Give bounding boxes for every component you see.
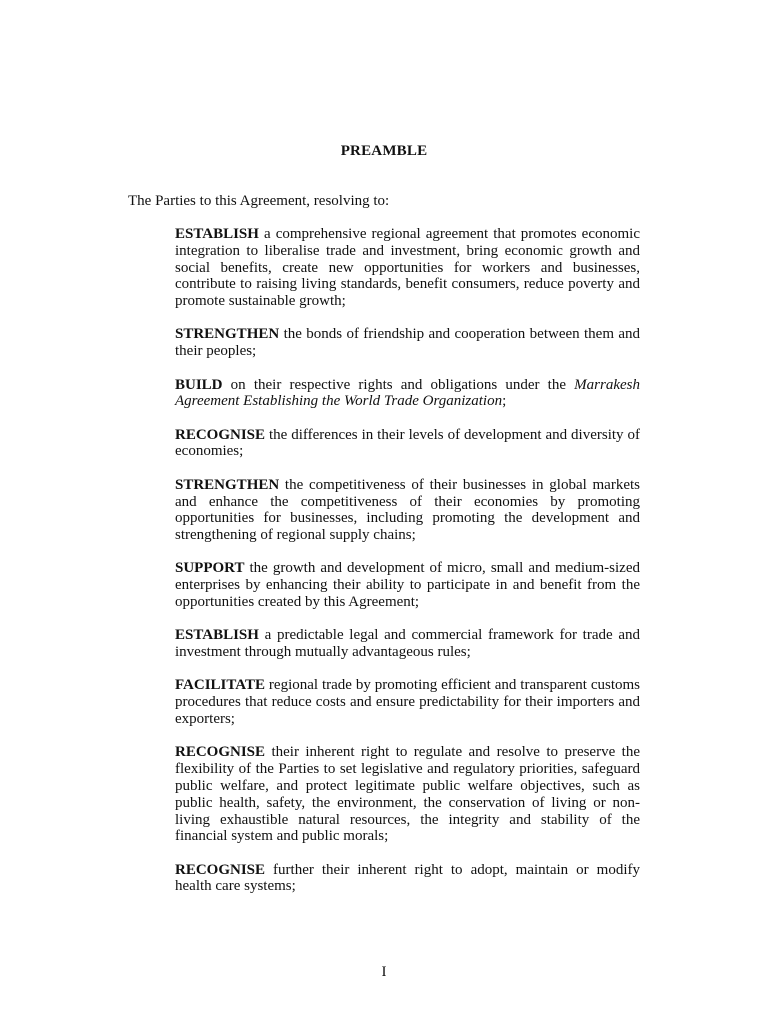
clause-list [175, 226, 640, 912]
clause-establish-agreement [175, 226, 640, 310]
clause-text: the competitiveness of their businesses in global markets and enhance the competitiveness of their economies by promoting opportunities for businesses, including promoting the development and strengthening of regional supply chains; [175, 476, 640, 544]
clause-text: a comprehensive regional agreement that promotes economic integration to liberalise trade and investment, bring economic growth and social benefits, create new opportunities for workers and businesses, contribute to raising living standards, benefit consumers, reduce poverty and promote sustainable growth; [175, 226, 640, 310]
clause-text: regional trade by promoting efficient and transparent customs procedures that reduce costs and ensure predictability for their importers and exporters; [175, 677, 640, 728]
clause-text-end: ; [502, 393, 507, 410]
clause-recognise-health-care [175, 862, 640, 896]
clause-keyword: FACILITATE [175, 677, 266, 694]
page-number: I [381, 964, 387, 980]
clause-keyword: SUPPORT [175, 560, 245, 577]
intro-paragraph: The Parties to this Agreement, resolving to: [128, 193, 390, 209]
clause-keyword: RECOGNISE [175, 861, 266, 878]
clause-recognise-regulate [175, 744, 640, 845]
clause-establish-framework [175, 627, 640, 661]
clause-text: on their respective rights and obligations under the [222, 376, 575, 393]
clause-text: the growth and development of micro, small and medium-sized enterprises by enhancing their ability to participate in and benefit from the opportunities created by this Agreement; [175, 560, 640, 611]
clause-support-smes [175, 560, 640, 610]
clause-keyword: ESTABLISH [175, 226, 259, 242]
clause-text: a predictable legal and commercial framework for trade and investment through mutually advantageous rules; [175, 627, 640, 661]
clause-text: their inherent right to regulate and resolve to preserve the flexibility of the Parties to set legislative and regulatory priorities, safeguard public welfare, and protect legitimate public welfare objectives, such as public health, safety, the environment, the conservation of living or non-living exhaustible natural resources, the integrity and stability of the financial system and public morals; [175, 744, 640, 845]
page-title: PREAMBLE [340, 143, 428, 159]
clause-keyword: ESTABLISH [175, 627, 259, 644]
clause-build-rights [175, 377, 640, 411]
clause-strengthen-bonds [175, 326, 640, 360]
clause-facilitate-trade [175, 677, 640, 727]
clause-keyword: STRENGTHEN [175, 326, 280, 343]
clause-italic-title: Marrakesh Agreement Establishing the World Trade Organization [175, 376, 640, 410]
clause-strengthen-competitiveness [175, 477, 640, 544]
clause-keyword: BUILD [175, 376, 223, 393]
clause-recognise-differences [175, 427, 640, 461]
clause-text: the bonds of friendship and cooperation between them and their peoples; [175, 326, 640, 360]
clause-keyword: RECOGNISE [175, 744, 266, 761]
clause-text: further their inherent right to adopt, maintain or modify health care systems; [175, 861, 640, 895]
clause-keyword: STRENGTHEN [175, 476, 280, 493]
clause-keyword: RECOGNISE [175, 426, 266, 443]
clause-text: the differences in their levels of development and diversity of economies; [175, 426, 640, 460]
